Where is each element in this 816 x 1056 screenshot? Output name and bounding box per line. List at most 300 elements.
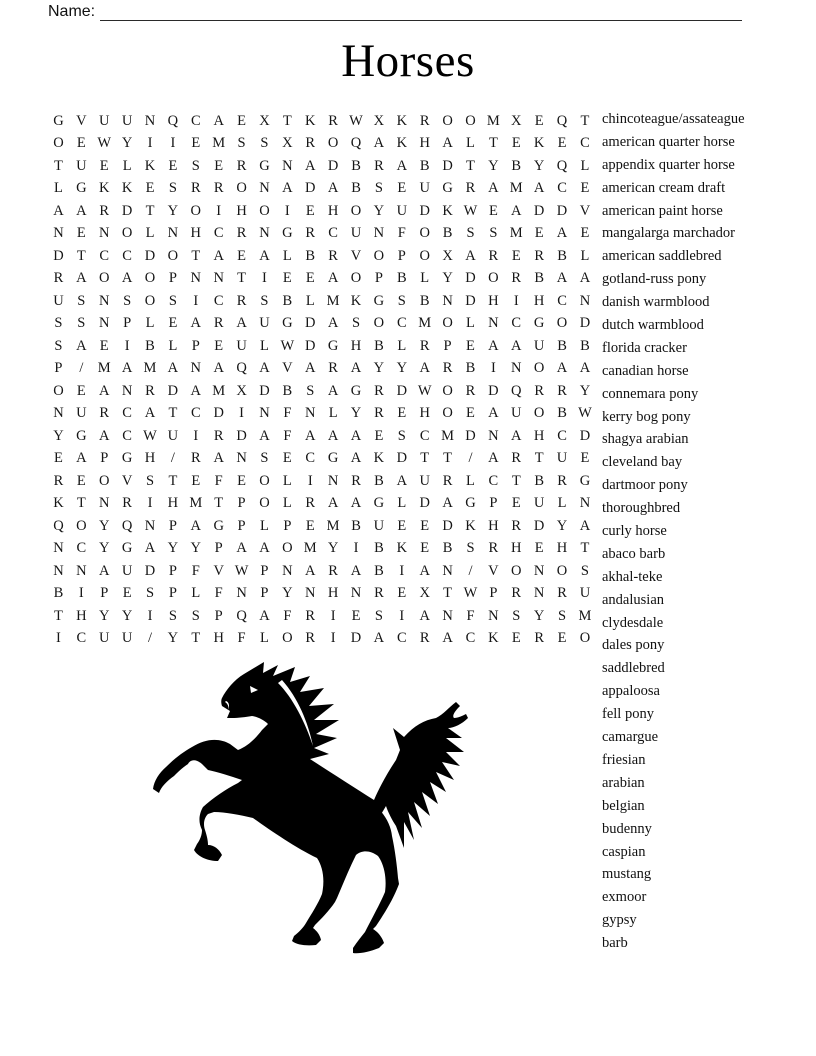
grid-letter: P: [237, 517, 246, 534]
grid-letter: I: [78, 585, 84, 602]
grid-letter: R: [511, 450, 522, 467]
grid-letter: L: [305, 292, 315, 309]
grid-letter: W: [280, 337, 295, 354]
grid-letter: S: [512, 607, 521, 624]
grid-letter: P: [191, 337, 200, 354]
grid-letter: F: [397, 225, 406, 242]
grid-letter: A: [144, 540, 156, 557]
grid-letter: S: [466, 540, 475, 557]
grid-letter: N: [488, 315, 499, 332]
grid-letter: D: [305, 180, 316, 197]
grid-letter: E: [214, 337, 224, 354]
grid-letter: A: [373, 630, 385, 647]
grid-letter: S: [306, 382, 315, 399]
grid-letter: B: [305, 247, 316, 264]
grid-letter: O: [350, 270, 362, 287]
grid-letter: U: [121, 112, 133, 129]
grid-letter: S: [374, 180, 383, 197]
grid-letter: G: [442, 180, 453, 197]
grid-letter: Q: [236, 360, 247, 377]
grid-letter: T: [443, 450, 453, 467]
grid-letter: F: [214, 472, 223, 489]
grid-letter: A: [259, 247, 270, 264]
grid-letter: E: [351, 607, 361, 624]
grid-letter: A: [533, 180, 545, 197]
grid-letter: A: [121, 270, 133, 287]
grid-letter: T: [168, 405, 178, 422]
grid-letter: A: [236, 315, 247, 332]
grid-letter: S: [191, 157, 200, 174]
grid-letter: V: [121, 472, 133, 489]
grid-letter: C: [419, 427, 430, 444]
grid-letter: C: [76, 630, 87, 647]
grid-letter: H: [167, 495, 179, 512]
grid-letter: S: [558, 607, 567, 624]
grid-letter: L: [328, 405, 338, 422]
grid-letter: F: [214, 585, 223, 602]
grid-letter: L: [260, 630, 269, 647]
grid-letter: D: [556, 202, 568, 219]
grid-letter: B: [374, 337, 384, 354]
grid-letter: R: [53, 270, 64, 287]
grid-letter: R: [305, 607, 316, 624]
grid-letter: P: [443, 337, 452, 354]
word-list-item: gotland-russ pony: [602, 271, 707, 288]
grid-letter: L: [145, 225, 155, 242]
grid-letter: A: [419, 360, 430, 377]
grid-letter: Q: [556, 157, 568, 174]
word-list-item: american quarter horse: [602, 133, 735, 150]
grid-letter: M: [189, 495, 203, 512]
grid-letter: A: [396, 472, 408, 489]
grid-letter: B: [396, 270, 407, 287]
grid-letter: Q: [350, 135, 362, 152]
grid-letter: Y: [442, 270, 453, 287]
grid-letter: H: [236, 202, 247, 219]
grid-letter: M: [509, 225, 523, 242]
grid-letter: S: [489, 225, 498, 242]
grid-letter: A: [373, 135, 385, 152]
grid-letter: N: [533, 562, 545, 579]
grid-letter: O: [442, 112, 453, 129]
grid-letter: M: [486, 112, 500, 129]
grid-letter: B: [580, 337, 590, 354]
grid-letter: A: [350, 360, 362, 377]
grid-letter: Y: [396, 360, 408, 377]
grid-letter: R: [488, 247, 499, 264]
grid-letter: O: [419, 225, 430, 242]
word-list-item: mustang: [602, 866, 652, 883]
grid-letter: Y: [533, 607, 545, 624]
word-list-item: curly horse: [602, 523, 667, 540]
grid-letter: P: [100, 450, 109, 467]
grid-letter: B: [351, 517, 361, 534]
grid-letter: Q: [556, 112, 568, 129]
grid-letter: H: [190, 225, 202, 242]
grid-letter: R: [374, 405, 384, 422]
grid-letter: D: [144, 562, 156, 579]
grid-letter: P: [54, 360, 63, 377]
grid-letter: G: [121, 540, 133, 557]
grid-letter: S: [168, 292, 177, 309]
grid-letter: C: [99, 247, 110, 264]
grid-letter: N: [579, 495, 591, 512]
grid-letter: /: [170, 450, 175, 467]
grid-letter: C: [557, 180, 567, 197]
grid-letter: Y: [556, 517, 568, 534]
grid-letter: H: [144, 450, 156, 467]
word-list-item: fell pony: [602, 706, 654, 723]
grid-letter: H: [213, 630, 224, 647]
grid-letter: N: [98, 225, 110, 242]
grid-letter: P: [214, 607, 223, 624]
word-list-item: canadian horse: [602, 362, 689, 379]
grid-letter: O: [373, 247, 385, 264]
grid-letter: S: [374, 607, 383, 624]
grid-letter: Y: [121, 135, 133, 152]
grid-letter: S: [54, 337, 63, 354]
grid-letter: F: [466, 607, 475, 624]
grid-letter: U: [98, 112, 110, 129]
grid-letter: B: [557, 247, 567, 264]
grid-letter: L: [420, 270, 430, 287]
grid-letter: A: [305, 427, 316, 444]
grid-letter: E: [99, 157, 109, 174]
grid-letter: K: [396, 540, 408, 557]
grid-letter: T: [76, 247, 86, 264]
grid-letter: A: [190, 315, 202, 332]
grid-letter: L: [282, 472, 292, 489]
grid-letter: K: [396, 135, 408, 152]
grid-letter: R: [328, 562, 338, 579]
grid-letter: E: [168, 315, 178, 332]
grid-letter: O: [236, 180, 247, 197]
grid-letter: K: [442, 202, 453, 219]
grid-letter: O: [442, 405, 453, 422]
grid-letter: A: [76, 450, 87, 467]
grid-letter: A: [465, 247, 476, 264]
word-list-item: appendix quarter horse: [602, 156, 735, 173]
grid-letter: N: [53, 405, 64, 422]
grid-letter: S: [397, 427, 406, 444]
name-row: [48, 3, 748, 25]
grid-letter: T: [54, 157, 63, 174]
grid-letter: K: [121, 180, 133, 197]
grid-letter: S: [77, 315, 86, 332]
word-list-item: dales pony: [602, 637, 665, 654]
grid-letter: A: [76, 337, 87, 354]
grid-letter: K: [396, 112, 408, 129]
grid-letter: O: [53, 382, 64, 399]
grid-letter: S: [351, 315, 361, 332]
grid-letter: O: [190, 202, 202, 219]
grid-letter: A: [488, 180, 499, 197]
grid-letter: N: [350, 585, 362, 602]
grid-letter: R: [557, 585, 567, 602]
grid-letter: U: [53, 292, 64, 309]
grid-letter: E: [76, 135, 86, 152]
grid-letter: D: [53, 247, 64, 264]
grid-letter: E: [374, 427, 384, 444]
grid-letter: G: [373, 292, 385, 309]
grid-letter: O: [144, 270, 156, 287]
grid-letter: R: [511, 585, 522, 602]
grid-letter: A: [213, 450, 224, 467]
grid-letter: A: [259, 607, 270, 624]
grid-letter: H: [533, 292, 545, 309]
grid-letter: E: [305, 517, 315, 534]
grid-letter: O: [350, 202, 362, 219]
grid-letter: N: [98, 315, 110, 332]
grid-letter: T: [511, 472, 521, 489]
grid-letter: I: [307, 472, 313, 489]
grid-letter: N: [98, 495, 110, 512]
word-list-item: belgian: [602, 797, 645, 814]
grid-letter: T: [145, 202, 155, 219]
grid-letter: G: [213, 517, 224, 534]
grid-letter: L: [282, 247, 292, 264]
grid-letter: A: [327, 382, 339, 399]
grid-letter: R: [236, 157, 247, 174]
grid-letter: E: [99, 337, 109, 354]
grid-letter: H: [488, 517, 499, 534]
grid-letter: R: [419, 112, 430, 129]
word-list-item: budenny: [602, 820, 652, 837]
grid-letter: C: [396, 315, 407, 332]
grid-letter: P: [489, 495, 498, 512]
grid-letter: C: [580, 135, 590, 152]
grid-letter: C: [328, 225, 338, 242]
grid-letter: P: [260, 585, 269, 602]
grid-letter: P: [237, 495, 246, 512]
grid-letter: M: [212, 135, 226, 152]
name-label: Name:: [48, 3, 96, 20]
grid-letter: N: [533, 585, 545, 602]
grid-letter: V: [488, 562, 499, 579]
grid-letter: P: [168, 562, 177, 579]
grid-letter: T: [168, 472, 178, 489]
grid-letter: O: [98, 472, 110, 489]
word-list-item: akhal-teke: [602, 568, 663, 585]
grid-letter: R: [53, 472, 64, 489]
grid-letter: C: [557, 292, 567, 309]
grid-letter: /: [468, 450, 473, 467]
grid-letter: U: [167, 427, 179, 444]
grid-letter: P: [168, 270, 177, 287]
grid-letter: R: [305, 225, 316, 242]
grid-letter: W: [97, 135, 112, 152]
grid-letter: D: [305, 337, 316, 354]
grid-letter: R: [328, 112, 338, 129]
grid-letter: G: [327, 450, 339, 467]
grid-letter: P: [123, 315, 132, 332]
grid-letter: S: [168, 180, 177, 197]
grid-letter: N: [53, 562, 64, 579]
grid-letter: E: [466, 405, 475, 422]
grid-letter: O: [533, 360, 545, 377]
grid-letter: U: [259, 315, 270, 332]
grid-letter: R: [213, 180, 224, 197]
grid-letter: E: [580, 450, 590, 467]
grid-letter: E: [420, 540, 430, 557]
grid-letter: U: [556, 450, 568, 467]
grid-letter: O: [53, 135, 64, 152]
grid-letter: S: [237, 135, 246, 152]
grid-letter: E: [54, 450, 63, 467]
grid-letter: L: [580, 247, 590, 264]
grid-letter: O: [511, 562, 522, 579]
grid-letter: N: [190, 360, 202, 377]
grid-letter: A: [53, 202, 64, 219]
grid-letter: Y: [190, 540, 202, 557]
grid-letter: T: [237, 270, 246, 287]
grid-letter: O: [167, 247, 179, 264]
word-list-item: clydesdale: [602, 614, 664, 631]
grid-letter: A: [350, 427, 362, 444]
grid-letter: A: [305, 562, 316, 579]
grid-letter: T: [580, 112, 590, 129]
grid-letter: N: [167, 225, 179, 242]
grid-letter: L: [466, 472, 475, 489]
word-list-item: caspian: [602, 843, 646, 860]
grid-letter: A: [121, 360, 133, 377]
grid-letter: C: [213, 292, 224, 309]
grid-letter: /: [79, 360, 84, 377]
grid-letter: R: [305, 630, 316, 647]
grid-letter: I: [284, 202, 290, 219]
grid-letter: A: [327, 270, 339, 287]
grid-letter: S: [123, 292, 132, 309]
grid-letter: A: [488, 405, 499, 422]
grid-letter: N: [259, 180, 270, 197]
grid-letter: R: [511, 517, 522, 534]
grid-letter: D: [533, 202, 545, 219]
grid-letter: I: [399, 562, 405, 579]
grid-letter: A: [213, 112, 224, 129]
grid-letter: P: [168, 517, 177, 534]
grid-letter: E: [397, 585, 407, 602]
grid-letter: R: [190, 450, 201, 467]
grid-letter: E: [420, 517, 430, 534]
word-list-item: american saddlebred: [602, 248, 722, 265]
grid-letter: P: [260, 562, 269, 579]
grid-letter: L: [260, 517, 269, 534]
grid-letter: C: [122, 247, 132, 264]
grid-letter: O: [98, 270, 110, 287]
grid-letter: X: [373, 112, 385, 129]
grid-letter: L: [466, 135, 475, 152]
grid-letter: U: [98, 630, 110, 647]
grid-letter: R: [534, 630, 544, 647]
grid-letter: Q: [236, 607, 247, 624]
grid-letter: I: [353, 540, 359, 557]
grid-letter: K: [533, 135, 545, 152]
grid-letter: C: [396, 630, 407, 647]
grid-letter: N: [144, 517, 156, 534]
grid-letter: E: [191, 472, 201, 489]
grid-letter: O: [556, 562, 568, 579]
grid-letter: A: [350, 450, 362, 467]
grid-letter: I: [330, 607, 336, 624]
grid-letter: S: [77, 292, 86, 309]
grid-letter: E: [282, 270, 292, 287]
grid-letter: A: [419, 607, 430, 624]
grid-letter: A: [167, 360, 179, 377]
grid-letter: M: [303, 540, 317, 557]
grid-letter: H: [419, 405, 430, 422]
grid-letter: A: [488, 337, 499, 354]
grid-letter: A: [350, 495, 362, 512]
word-list-item: american paint horse: [602, 202, 723, 219]
grid-letter: R: [419, 337, 430, 354]
grid-letter: N: [305, 405, 316, 422]
grid-letter: C: [122, 427, 132, 444]
grid-letter: L: [145, 315, 155, 332]
grid-letter: O: [442, 382, 453, 399]
grid-letter: R: [99, 405, 110, 422]
grid-letter: N: [236, 585, 247, 602]
grid-letter: H: [76, 607, 87, 624]
grid-letter: H: [556, 540, 568, 557]
grid-letter: U: [419, 180, 430, 197]
grid-letter: M: [97, 360, 111, 377]
grid-letter: L: [580, 157, 590, 174]
grid-letter: K: [144, 157, 156, 174]
grid-letter: G: [53, 112, 64, 129]
grid-letter: M: [418, 315, 432, 332]
grid-letter: R: [374, 157, 384, 174]
grid-letter: S: [466, 225, 475, 242]
grid-letter: B: [374, 540, 384, 557]
grid-letter: D: [465, 270, 476, 287]
grid-letter: I: [147, 495, 153, 512]
word-list-item: thoroughbred: [602, 500, 681, 517]
grid-letter: A: [511, 202, 522, 219]
word-list-item: dutch warmblood: [602, 317, 704, 334]
grid-letter: N: [259, 225, 270, 242]
word-list-item: camargue: [602, 729, 659, 746]
grid-letter: S: [260, 292, 269, 309]
grid-letter: D: [327, 157, 339, 174]
grid-letter: N: [327, 472, 339, 489]
grid-letter: R: [465, 382, 476, 399]
grid-letter: C: [122, 405, 132, 422]
grid-letter: R: [511, 270, 522, 287]
grid-letter: R: [213, 315, 224, 332]
grid-letter: U: [373, 517, 385, 534]
grid-letter: L: [191, 585, 201, 602]
grid-letter: S: [168, 607, 177, 624]
grid-letter: T: [191, 630, 201, 647]
grid-letter: A: [282, 180, 293, 197]
grid-letter: Y: [533, 157, 545, 174]
grid-letter: A: [213, 360, 224, 377]
grid-letter: N: [76, 562, 87, 579]
grid-letter: S: [260, 135, 269, 152]
grid-letter: N: [488, 607, 499, 624]
grid-letter: W: [417, 382, 432, 399]
grid-letter: B: [145, 337, 155, 354]
grid-letter: W: [349, 112, 363, 129]
grid-letter: A: [76, 270, 87, 287]
grid-letter: D: [121, 202, 133, 219]
grid-letter: /: [468, 562, 473, 579]
word-list-item: danish warmblood: [602, 294, 710, 311]
grid-letter: A: [190, 517, 202, 534]
grid-letter: U: [76, 405, 87, 422]
grid-letter: A: [144, 405, 156, 422]
grid-letter: B: [442, 540, 453, 557]
